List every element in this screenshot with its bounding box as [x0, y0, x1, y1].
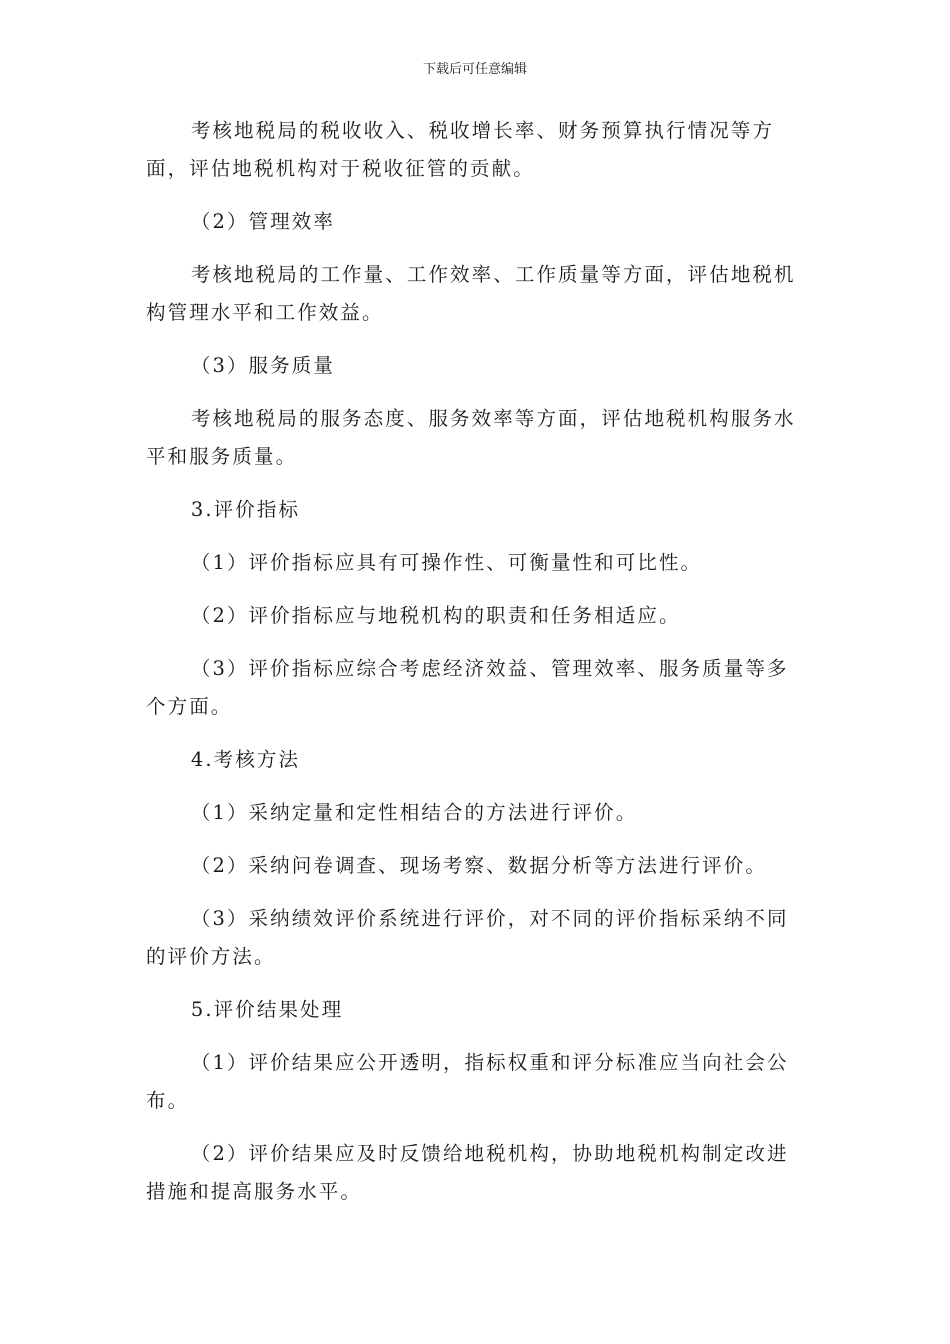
paragraph-economic-benefit: 考核地税局的税收收入、税收增长率、财务预算执行情况等方面，评估地税机构对于税收征管的贡献。 — [146, 119, 775, 180]
subheading-management-efficiency: （2）管理效率 — [190, 210, 335, 233]
section-heading-result-handling: 5.评价结果处理 — [190, 998, 344, 1021]
page-header: 下载后可任意编辑 — [422, 62, 527, 77]
list-item-indicator-3: （3）评价指标应综合考虑经济效益、管理效率、服务质量等多个方面。 — [146, 657, 789, 718]
list-item-method-1: （1）采纳定量和定性相结合的方法进行评价。 — [190, 801, 638, 824]
section-heading-assessment-methods: 4.考核方法 — [190, 748, 301, 771]
list-item-method-3: （3）采纳绩效评价系统进行评价，对不同的评价指标采纳不同的评价方法。 — [146, 907, 789, 968]
subheading-service-quality: （3）服务质量 — [190, 354, 335, 377]
list-item-method-2: （2）采纳问卷调查、现场考察、数据分析等方法进行评价。 — [190, 854, 767, 877]
document-body — [146, 112, 806, 1211]
list-item-result-1: （1）评价结果应公开透明，指标权重和评分标准应当向社会公布。 — [146, 1051, 789, 1112]
paragraph-management-efficiency: 考核地税局的工作量、工作效率、工作质量等方面，评估地税机构管理水平和工作效益。 — [146, 263, 796, 324]
list-item-result-2: （2）评价结果应及时反馈给地税机构，协助地税机构制定改进措施和提高服务水平。 — [146, 1142, 789, 1203]
list-item-indicator-2: （2）评价指标应与地税机构的职责和任务相适应。 — [190, 604, 681, 627]
paragraph-service-quality: 考核地税局的服务态度、服务效率等方面，评估地税机构服务水平和服务质量。 — [146, 407, 796, 468]
section-heading-evaluation-indicators: 3.评价指标 — [190, 498, 301, 521]
list-item-indicator-1: （1）评价指标应具有可操作性、可衡量性和可比性。 — [190, 551, 703, 574]
